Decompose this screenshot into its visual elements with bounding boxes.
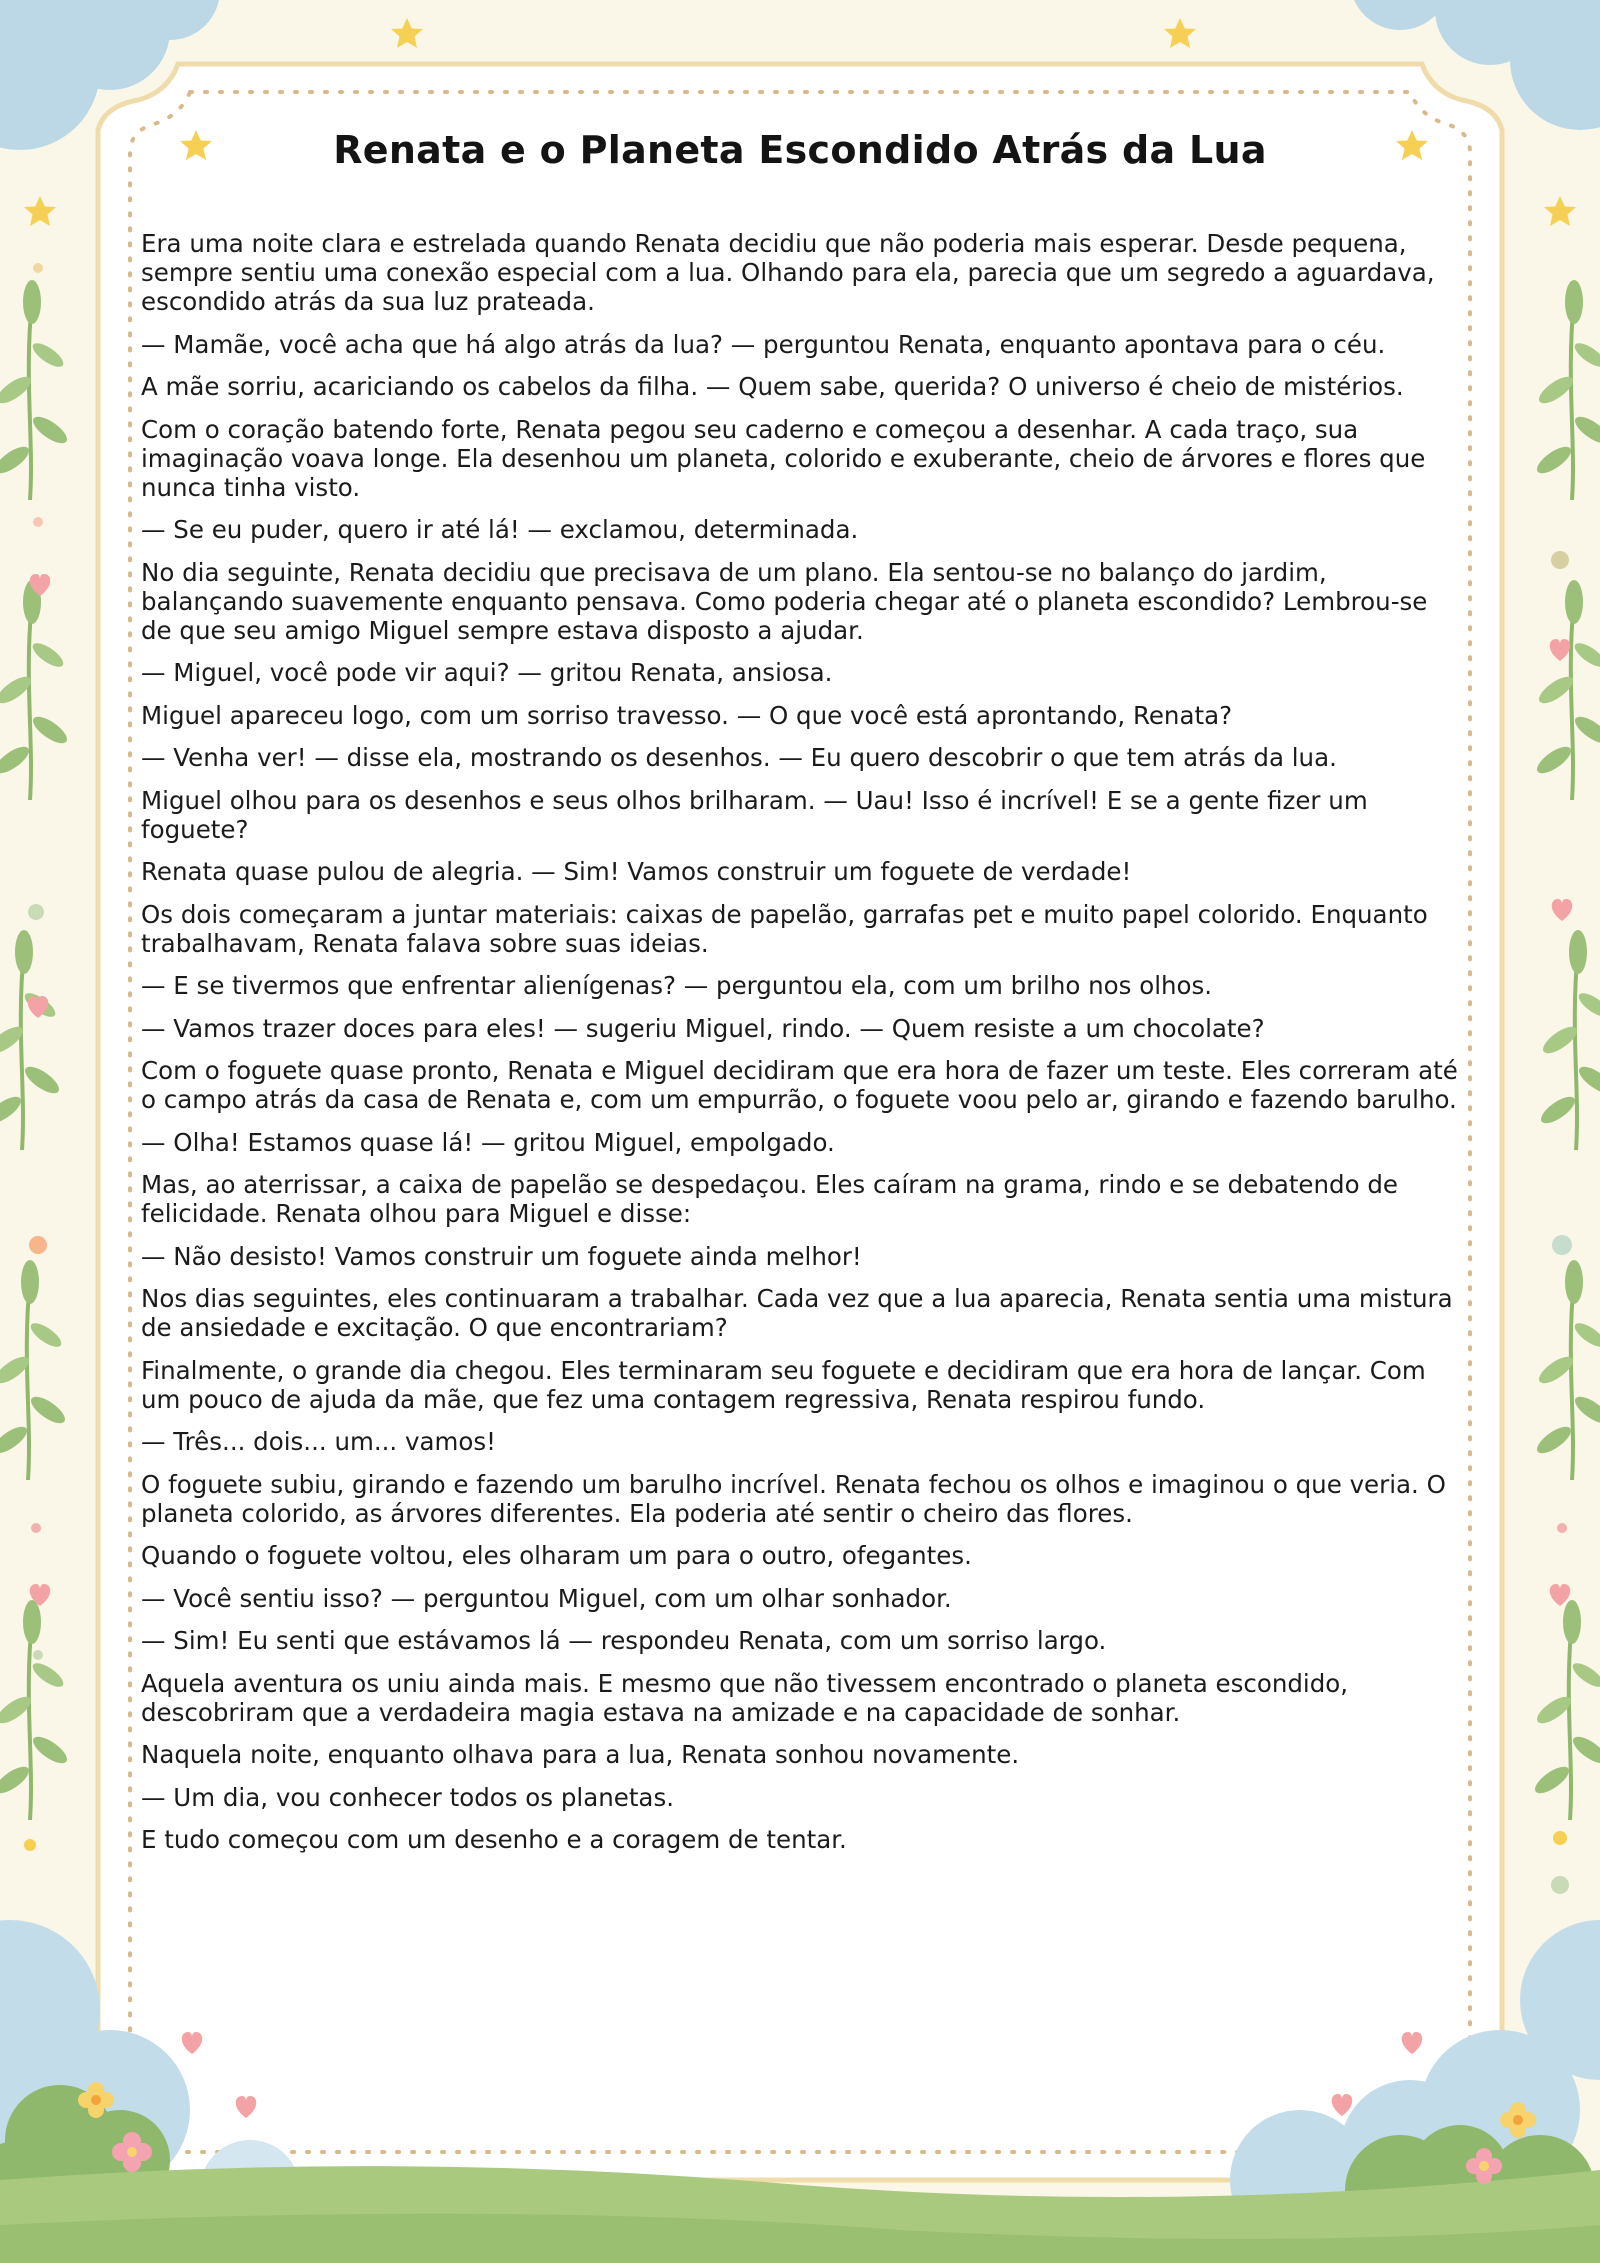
story-paragraph: Miguel apareceu logo, com um sorriso travesso. — O que você está aprontando, Renata? [141,700,1233,730]
story-paragraph: Finalmente, o grande dia chegou. Eles terminaram seu foguete e decidiram que era hora de lançar. Com um pouco de ajuda da mãe, que fez uma contagem regressiva, Renata respirou fundo. [141,1355,1426,1414]
story-paragraph: Com o coração batendo forte, Renata pegou seu caderno e começou a desenhar. A cada traço, sua imaginação voava longe. Ela desenhou um planeta, colorido e exuberante, cheio de árvores e flores que nunca tinha visto. [141,414,1426,502]
story-paragraph: — Miguel, você pode vir aqui? — gritou Renata, ansiosa. [141,658,833,687]
story-paragraph: A mãe sorriu, acariciando os cabelos da filha. — Quem sabe, querida? O universo é cheio de mistérios. [141,372,1404,401]
story-paragraph: — Vamos trazer doces para eles! — sugeriu Miguel, rindo. — Quem resiste a um chocolate? [141,1013,1265,1043]
story-paragraph: Miguel olhou para os desenhos e seus olhos brilharam. — Uau! Isso é incrível! E se a gente fizer um foguete? [141,785,1368,844]
story-title: Renata e o Planeta Escondido Atrás da Lua [333,128,1267,172]
story-paragraph: — Um dia, vou conhecer todos os planetas. [141,1782,674,1812]
story-paragraph: Quando o foguete voltou, eles olharam um para o outro, ofegantes. [141,1541,972,1570]
story-paragraph: — Mamãe, você acha que há algo atrás da lua? — perguntou Renata, enquanto apontava para o céu. [141,329,1386,359]
story-paragraph: O foguete subiu, girando e fazendo um barulho incrível. Renata fechou os olhos e imaginou o que veria. O planeta colorido, as árvores diferentes. Ela poderia até sentir o cheiro das flores. [141,1469,1446,1528]
story-paragraph: Aquela aventura os uniu ainda mais. E mesmo que não tivessem encontrado o planeta escondido, descobriram que a verdadeira magia estava na amizade e na capacidade de sonhar. [141,1668,1349,1727]
story-paragraph: — Você sentiu isso? — perguntou Miguel, com um olhar sonhador. [141,1583,952,1613]
story-paragraph: — Três... dois... um... vamos! [141,1427,496,1456]
story-paragraph: Nos dias seguintes, eles continuaram a trabalhar. Cada vez que a lua aparecia, Renata sentia uma mistura de ansiedade e excitação. O que encontrariam? [141,1284,1453,1342]
story-paragraph: Com o foguete quase pronto, Renata e Miguel decidiram que era hora de fazer um teste. Eles correram até o campo atrás da casa de Renata e, com um empurrão, o foguete voou pelo ar, girando e fazendo barulho. [141,1056,1458,1114]
story-paragraph: — Olha! Estamos quase lá! — gritou Miguel, empolgado. [141,1127,835,1157]
story-body [141,229,1461,1868]
story-paragraph: — Se eu puder, quero ir até lá! — exclamou, determinada. [141,515,859,544]
story-paragraph: Era uma noite clara e estrelada quando Renata decidiu que não poderia mais esperar. Desde pequena, sempre sentiu uma conexão especial com a lua. Olhando para ela, parecia que um segredo a aguardava, escondido atrás da sua luz prateada. [141,229,1435,316]
story-paragraph: E tudo começou com um desenho e a coragem de tentar. [141,1825,847,1854]
story-paragraph: Os dois começaram a juntar materiais: caixas de papelão, garrafas pet e muito papel colorido. Enquanto trabalhavam, Renata falava sobre suas ideias. [141,899,1428,958]
story-paragraph: — Venha ver! — disse ela, mostrando os desenhos. — Eu quero descobrir o que tem atrás da lua. [141,743,1337,772]
story-paragraph: Mas, ao aterrissar, a caixa de papelão se despedaçou. Eles caíram na grama, rindo e se debatendo de felicidade. Renata olhou para Miguel e disse: [141,1170,1398,1228]
story-paragraph: No dia seguinte, Renata decidiu que precisava de um plano. Ela sentou-se no balanço do jardim, balançando suavemente enquanto pensava. Como poderia chegar até o planeta escondido? Lembrou-se de que seu amigo Miguel sempre estava disposto a ajudar. [141,557,1428,645]
story-paragraph: Renata quase pulou de alegria. — Sim! Vamos construir um foguete de verdade! [141,857,1132,886]
story-paragraph: — Sim! Eu senti que estávamos lá — respondeu Renata, com um sorriso largo. [141,1626,1107,1655]
story-paragraph: — E se tivermos que enfrentar alienígenas? — perguntou ela, com um brilho nos olhos. [141,971,1213,1000]
story-paragraph: Naquela noite, enquanto olhava para a lua, Renata sonhou novamente. [141,1740,1020,1769]
story-paragraph: — Não desisto! Vamos construir um foguete ainda melhor! [141,1241,862,1271]
